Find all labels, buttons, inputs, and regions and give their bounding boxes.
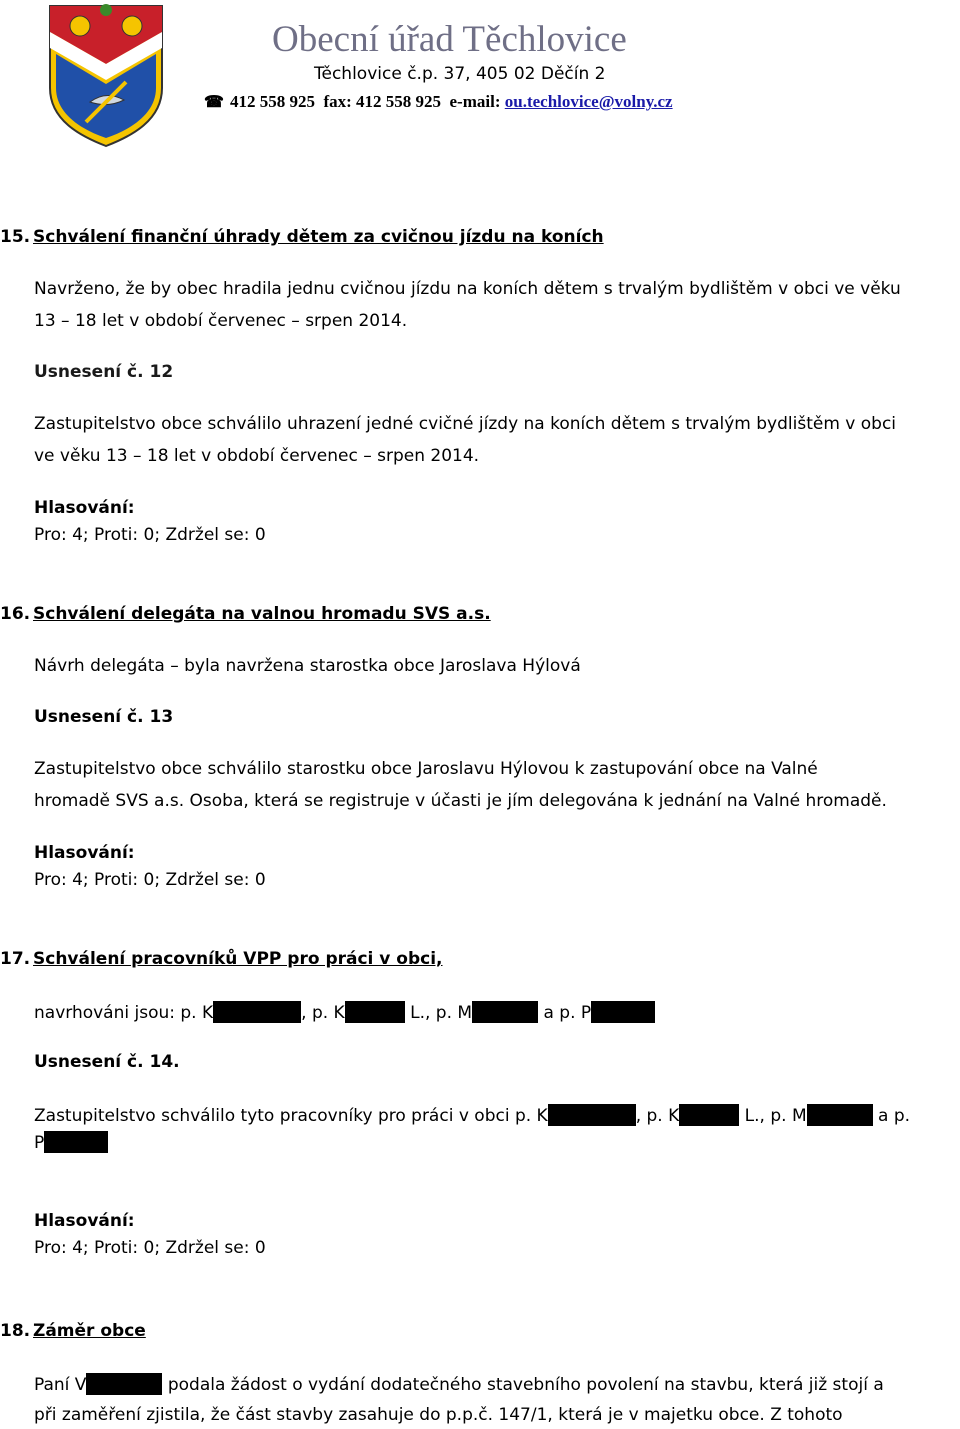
section-16-proposal: Návrh delegáta – byla navržena starostka obce Jaroslava Hýlová — [34, 656, 581, 676]
redaction-block — [472, 1001, 538, 1023]
redaction-block — [679, 1104, 739, 1126]
office-address: Těchlovice č.p. 37, 405 02 Děčín 2 — [314, 64, 606, 84]
office-title: Obecní úřad Těchlovice — [272, 19, 627, 60]
section-16-resolution-line-2: hromadě SVS a.s. Osoba, která se registruje v účasti je jím delegována k jednání na Valné hromadě. — [34, 791, 887, 811]
redaction-block — [548, 1104, 636, 1126]
section-17-vote-label: Hlasování: — [34, 1211, 135, 1231]
section-15-resolution-number: Usnesení č. 12 — [34, 362, 174, 382]
redaction-block — [345, 1001, 405, 1023]
redaction-block — [44, 1131, 108, 1153]
redaction-block — [807, 1104, 873, 1126]
section-15-proposal-line-2: 13 – 18 let v období červenec – srpen 2014. — [34, 311, 408, 331]
section-16-vote-result: Pro: 4; Proti: 0; Zdržel se: 0 — [34, 870, 266, 890]
contact-numbers: 412 558 925 fax: 412 558 925 e-mail: — [229, 92, 505, 111]
redaction-block — [86, 1373, 162, 1395]
section-15-heading: 15. Schválení finanční úhrady dětem za cvičnou jízdu na koních — [0, 227, 604, 247]
municipal-coat-of-arms — [46, 2, 166, 148]
section-15-resolution-line-2: ve věku 13 – 18 let v období červenec – srpen 2014. — [34, 446, 480, 466]
section-15-vote-result: Pro: 4; Proti: 0; Zdržel se: 0 — [34, 525, 266, 545]
section-18-paragraph-line-1: Paní V podala žádost o vydání dodatečného stavebního povolení na stavbu, která již stojí a — [34, 1375, 884, 1395]
section-18-heading: 18. Záměr obce — [0, 1321, 146, 1341]
section-18-paragraph-line-2: při zaměření zjistila, že část stavby zasahuje do p.p.č. 147/1, která je v majetku obce. Z tohoto — [34, 1405, 843, 1425]
redaction-block — [591, 1001, 655, 1023]
section-17-proposal: navrhováni jsou: p. K , p. K L., p. M a p. P — [34, 1001, 655, 1023]
section-17-vote-result: Pro: 4; Proti: 0; Zdržel se: 0 — [34, 1238, 266, 1258]
section-16-vote-label: Hlasování: — [34, 843, 135, 863]
redaction-block — [213, 1001, 301, 1023]
section-17-resolution-line-2: P — [34, 1131, 108, 1153]
email-link[interactable]: ou.techlovice@volny.cz — [504, 92, 673, 111]
office-contact — [204, 92, 673, 112]
section-17-resolution-line-1: Zastupitelstvo schválilo tyto pracovníky pro práci v obci p. K , p. K L., p. M a p. — [34, 1106, 911, 1126]
section-15-proposal-line-1: Navrženo, že by obec hradila jednu cvičnou jízdu na koních dětem s trvalým bydlištěm v obci ve věku — [34, 279, 901, 299]
section-15-resolution-line-1: Zastupitelstvo obce schválilo uhrazení jedné cvičné jízdy na koních dětem s trvalým bydlištěm v obci — [34, 414, 897, 434]
telephone-icon: ☎ — [204, 94, 224, 111]
section-16-heading: 16. Schválení delegáta na valnou hromadu SVS a.s. — [0, 604, 491, 624]
section-16-resolution-number: Usnesení č. 13 — [34, 707, 174, 727]
section-15-vote-label: Hlasování: — [34, 498, 135, 518]
section-16-resolution-line-1: Zastupitelstvo obce schválilo starostku obce Jaroslavu Hýlovou k zastupování obce na Valné — [34, 759, 818, 779]
section-17-resolution-number: Usnesení č. 14. — [34, 1052, 180, 1072]
section-17-heading: 17. Schválení pracovníků VPP pro práci v obci, — [0, 949, 443, 969]
